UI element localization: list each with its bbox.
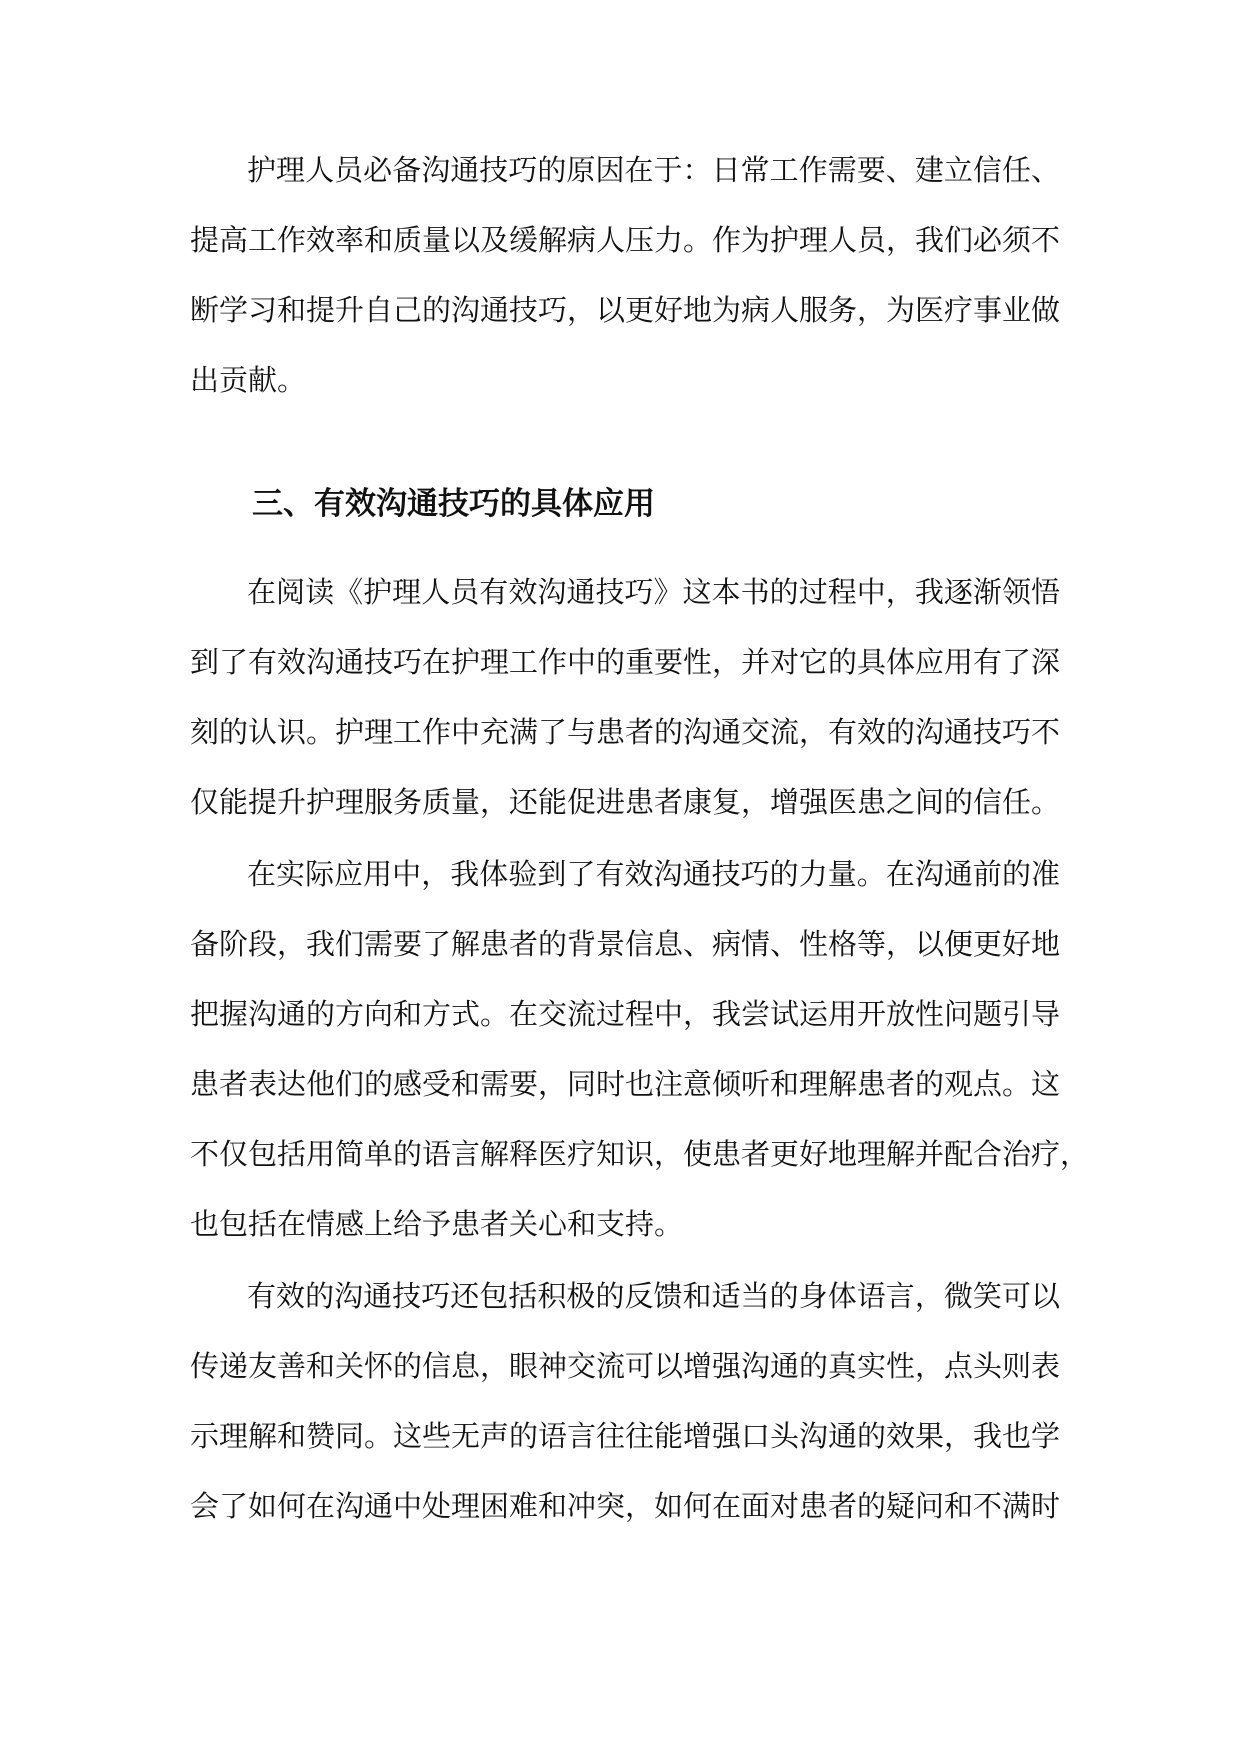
section-heading: 三、有效沟通技巧的具体应用 bbox=[252, 486, 655, 522]
paragraph-2-line-3: 刻的认识。护理工作中充满了与患者的沟通交流，有效的沟通技巧不 bbox=[190, 715, 1061, 749]
paragraph-3-line-6: 也包括在情感上给予患者关心和支持。 bbox=[190, 1207, 684, 1241]
paragraph-1-line-3: 断学习和提升自己的沟通技巧，以更好地为病人服务，为医疗事业做 bbox=[190, 293, 1061, 327]
paragraph-4-line-2: 传递友善和关怀的信息，眼神交流可以增强沟通的真实性，点头则表 bbox=[190, 1349, 1061, 1383]
paragraph-3-line-5: 不仅包括用简单的语言解释医疗知识，使患者更好地理解并配合治疗， bbox=[190, 1137, 1090, 1171]
paragraph-4-line-1: 有效的沟通技巧还包括积极的反馈和适当的身体语言，微笑可以 bbox=[247, 1279, 1060, 1313]
paragraph-4-line-4: 会了如何在沟通中处理困难和冲突，如何在面对患者的疑问和不满时 bbox=[190, 1489, 1061, 1523]
paragraph-1-line-4: 出贡献。 bbox=[190, 363, 307, 397]
paragraph-2-line-4: 仅能提升护理服务质量，还能促进患者康复，增强医患之间的信任。 bbox=[190, 785, 1061, 819]
paragraph-3-line-2: 备阶段，我们需要了解患者的背景信息、病情、性格等，以便更好地 bbox=[190, 927, 1061, 961]
paragraph-2-line-1: 在阅读《护理人员有效沟通技巧》这本书的过程中，我逐渐领悟 bbox=[247, 575, 1060, 609]
paragraph-2-line-2: 到了有效沟通技巧在护理工作中的重要性，并对它的具体应用有了深 bbox=[190, 645, 1061, 679]
paragraph-1-line-1: 护理人员必备沟通技巧的原因在于：日常工作需要、建立信任、 bbox=[247, 153, 1060, 187]
paragraph-3-line-4: 患者表达他们的感受和需要，同时也注意倾听和理解患者的观点。这 bbox=[190, 1067, 1061, 1101]
paragraph-4-line-3: 示理解和赞同。这些无声的语言往往能增强口头沟通的效果，我也学 bbox=[190, 1419, 1061, 1453]
paragraph-3-line-1: 在实际应用中，我体验到了有效沟通技巧的力量。在沟通前的准 bbox=[247, 857, 1060, 891]
paragraph-3-line-3: 把握沟通的方向和方式。在交流过程中，我尝试运用开放性问题引导 bbox=[190, 997, 1061, 1031]
paragraph-1-line-2: 提高工作效率和质量以及缓解病人压力。作为护理人员，我们必须不 bbox=[190, 223, 1061, 257]
